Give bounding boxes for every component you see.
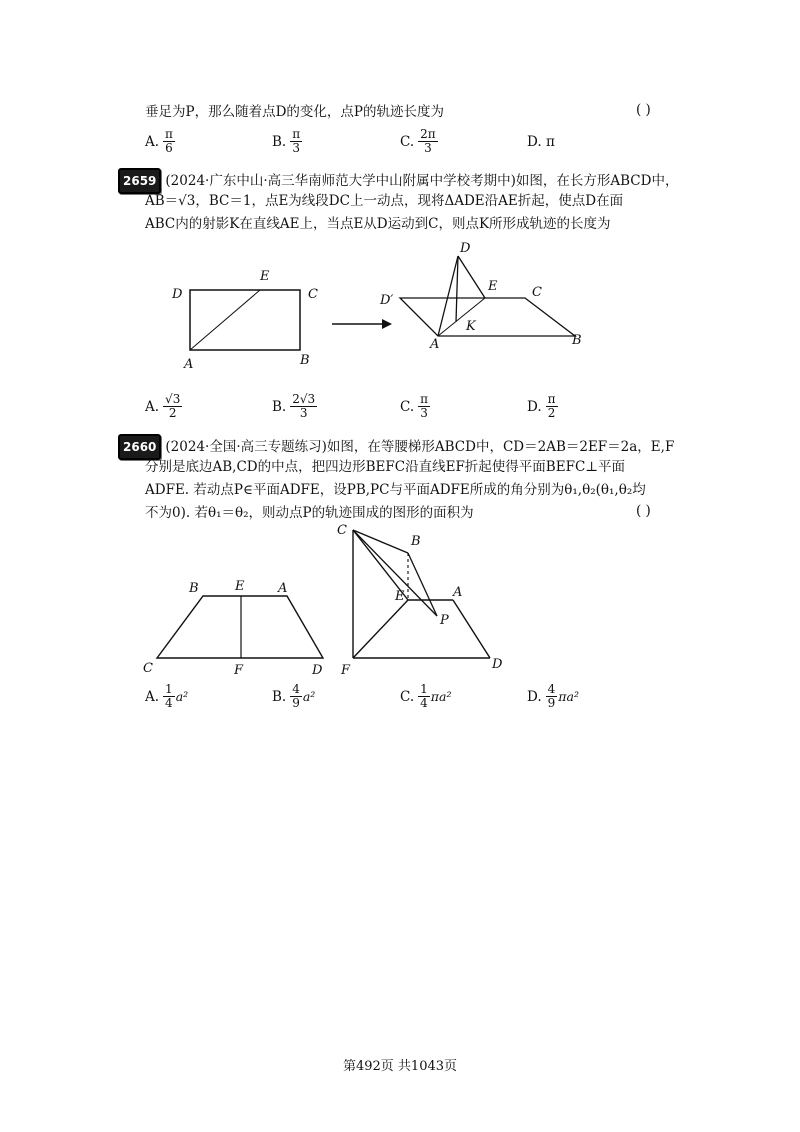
figure-2660 <box>135 518 525 678</box>
label-E: E <box>235 579 245 594</box>
label-E: E <box>260 269 270 284</box>
figure-2659 <box>160 240 610 375</box>
label-A: A <box>430 337 440 352</box>
option-b: B. $\frac{\pi}{3}$ <box>272 127 301 155</box>
figure-2659-folded <box>379 241 582 352</box>
option-c: C. $\frac{\pi}{3}$ <box>400 392 429 420</box>
option-a: A. $\frac{√3}{2}$ <box>145 392 181 420</box>
label-F: F <box>234 663 244 678</box>
label-B: B <box>189 581 199 596</box>
label-C: C <box>532 285 542 300</box>
page-footer: 第492页 共1043页 <box>342 1059 458 1074</box>
option-b: B. $\frac{4}{9}$ a² <box>272 682 316 710</box>
arrow-icon <box>332 319 392 329</box>
answer-bracket: ( ) <box>636 503 651 519</box>
answer-bracket: ( ) <box>636 102 651 118</box>
label-B: B <box>572 333 582 348</box>
question-2660-line4: 不为0). 若θ₁＝θ₂，则动点P的轨迹围成的图形的面积为 <box>145 505 474 521</box>
question-2660-line2: 分别是底边AB,CD的中点，把四边形BEFC沿直线EF折起使得平面BEFC⊥平面 <box>145 459 625 475</box>
question-2659-line2: AB＝√3，BC＝1，点E为线段DC上一动点，现将ΔADE沿AE折起，使点D在面 <box>145 193 624 209</box>
label-D: D <box>172 287 183 302</box>
option-c: C. $\frac{1}{4}$ πa² <box>400 682 452 710</box>
question-number-badge: 2659 <box>118 168 161 194</box>
label-K: K <box>466 319 476 334</box>
option-d: D. $\frac{\pi}{2}$ <box>527 392 556 420</box>
label-P: P <box>440 613 449 628</box>
figure-2659-rectangle <box>171 269 318 372</box>
question-text: 垂足为P，那么随着点D的变化，点P的轨迹长度为 <box>145 104 444 120</box>
label-D-prime: D′ <box>380 293 394 308</box>
label-A: A <box>453 585 463 600</box>
question-number-badge: 2660 <box>118 434 161 460</box>
label-C: C <box>143 661 153 676</box>
option-d: D. π <box>527 134 555 150</box>
label-B: B <box>300 353 310 368</box>
label-C: C <box>308 287 318 302</box>
question-2659-line3: ABC内的射影K在直线AE上，当点E从D运动到C，则点K所形成轨迹的长度为 <box>145 216 611 232</box>
option-c: C. $\frac{2\pi}{3}$ <box>400 127 436 155</box>
label-A: A <box>278 581 288 596</box>
label-D: D <box>492 657 503 672</box>
label-C: C <box>337 523 347 538</box>
figure-2660-folded <box>337 523 503 678</box>
question-2660-line1: 2660 (2024·全国·高三专题练习)如图，在等腰梯形ABCD中，CD＝2AB＝2EF＝2a，E,F <box>118 434 674 460</box>
label-D: D <box>312 663 323 678</box>
option-a: A. $\frac{\pi}{6}$ <box>145 127 173 155</box>
option-a: A. $\frac{1}{4}$ a² <box>145 682 189 710</box>
label-A: A <box>184 357 194 372</box>
option-d: D. $\frac{4}{9}$ πa² <box>527 682 579 710</box>
label-F: F <box>341 663 351 678</box>
label-E: E <box>488 279 498 294</box>
option-b: B. $\frac{2√3}{3}$ <box>272 392 316 420</box>
label-D: D <box>460 241 471 256</box>
label-E: E <box>395 589 405 604</box>
label-B: B <box>411 534 421 549</box>
question-2660-line3: ADFE. 若动点P∈平面ADFE，设PB,PC与平面ADFE所成的角分别为θ₁,θ₂(θ₁,θ₂均 <box>145 482 646 498</box>
figure-2660-trapezoid <box>143 579 323 678</box>
question-2659-line1: 2659 (2024·广东中山·高三华南师范大学中山附属中学校考期中)如图，在长方形ABCD中， <box>118 168 678 194</box>
